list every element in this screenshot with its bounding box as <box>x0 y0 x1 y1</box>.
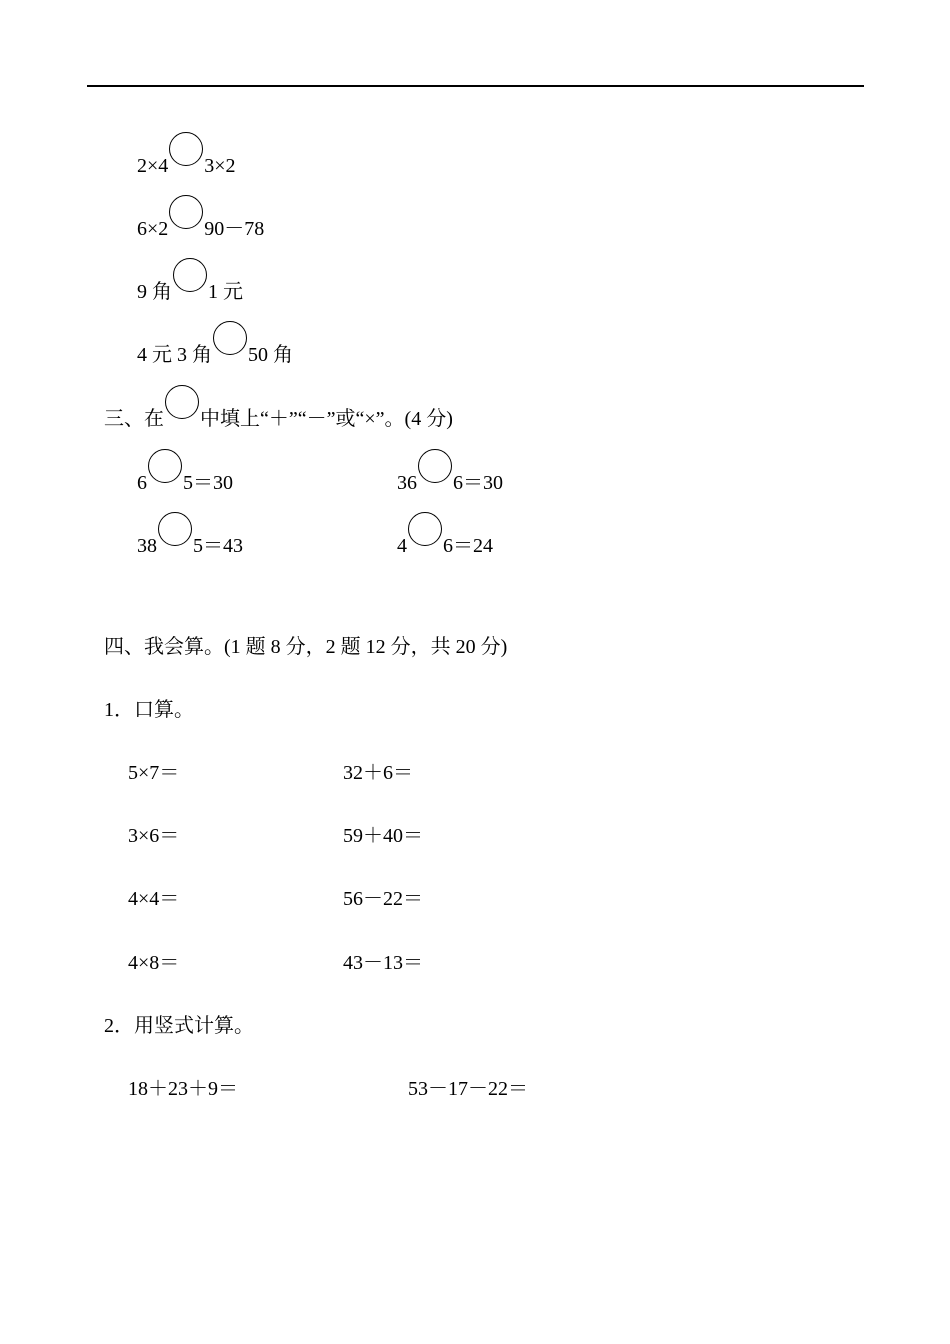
section4-title: 四、我会算。(1 题 8 分，2 题 12 分，共 20 分) <box>104 636 508 658</box>
vertical-calc-item: 53－17－22＝ <box>408 1078 528 1100</box>
mental-math-item: 5×7＝ <box>128 762 180 784</box>
answer-circle[interactable] <box>173 258 207 292</box>
header-rule <box>87 85 864 87</box>
operand-left: 36 <box>397 472 417 494</box>
compare-item-1 <box>137 132 236 177</box>
operand-left: 38 <box>137 535 157 557</box>
operand-left: 6 <box>137 472 147 494</box>
compare-item-4 <box>137 321 293 366</box>
part2-title: 2．用竖式计算。 <box>104 1015 254 1037</box>
compare-right: 3×2 <box>204 155 236 177</box>
compare-left: 4 元 3 角 <box>137 344 212 366</box>
mental-math-item: 4×4＝ <box>128 888 180 910</box>
section3-title-post: 中填上“＋”“－”或“×”。(4 分) <box>200 408 453 430</box>
operator-circle[interactable] <box>408 512 442 546</box>
operator-circle[interactable] <box>158 512 192 546</box>
part1-title: 1．口算。 <box>104 699 194 721</box>
section3-item-3 <box>137 512 243 557</box>
operator-circle[interactable] <box>418 449 452 483</box>
compare-left: 9 角 <box>137 281 172 303</box>
compare-item-2 <box>137 195 265 240</box>
compare-left: 6×2 <box>137 218 169 240</box>
compare-right: 90－78 <box>204 218 265 240</box>
section3-item-4 <box>397 512 493 557</box>
vertical-calc-item: 18＋23＋9＝ <box>128 1078 238 1100</box>
mental-math-item: 32＋6＝ <box>343 762 413 784</box>
section3-item-1 <box>137 449 233 494</box>
operand-right: 6＝30 <box>453 472 503 494</box>
operand-right: 5＝43 <box>193 535 243 557</box>
mental-math-item: 56－22＝ <box>343 888 423 910</box>
compare-item-3 <box>137 258 243 303</box>
operand-left: 4 <box>397 535 407 557</box>
mental-math-item: 59＋40＝ <box>343 825 423 847</box>
operand-right: 5＝30 <box>183 472 233 494</box>
compare-left: 2×4 <box>137 155 169 177</box>
answer-circle[interactable] <box>169 132 203 166</box>
answer-circle[interactable] <box>169 195 203 229</box>
operand-right: 6＝24 <box>443 535 493 557</box>
operator-circle[interactable] <box>148 449 182 483</box>
mental-math-item: 4×8＝ <box>128 952 180 974</box>
compare-right: 1 元 <box>208 281 243 303</box>
mental-math-item: 3×6＝ <box>128 825 180 847</box>
section3-item-2 <box>397 449 503 494</box>
answer-circle[interactable] <box>213 321 247 355</box>
compare-right: 50 角 <box>248 344 293 366</box>
section3-title-pre: 三、在 <box>104 408 164 430</box>
title-circle <box>165 385 199 419</box>
mental-math-item: 43－13＝ <box>343 952 423 974</box>
section3-title <box>104 385 453 430</box>
